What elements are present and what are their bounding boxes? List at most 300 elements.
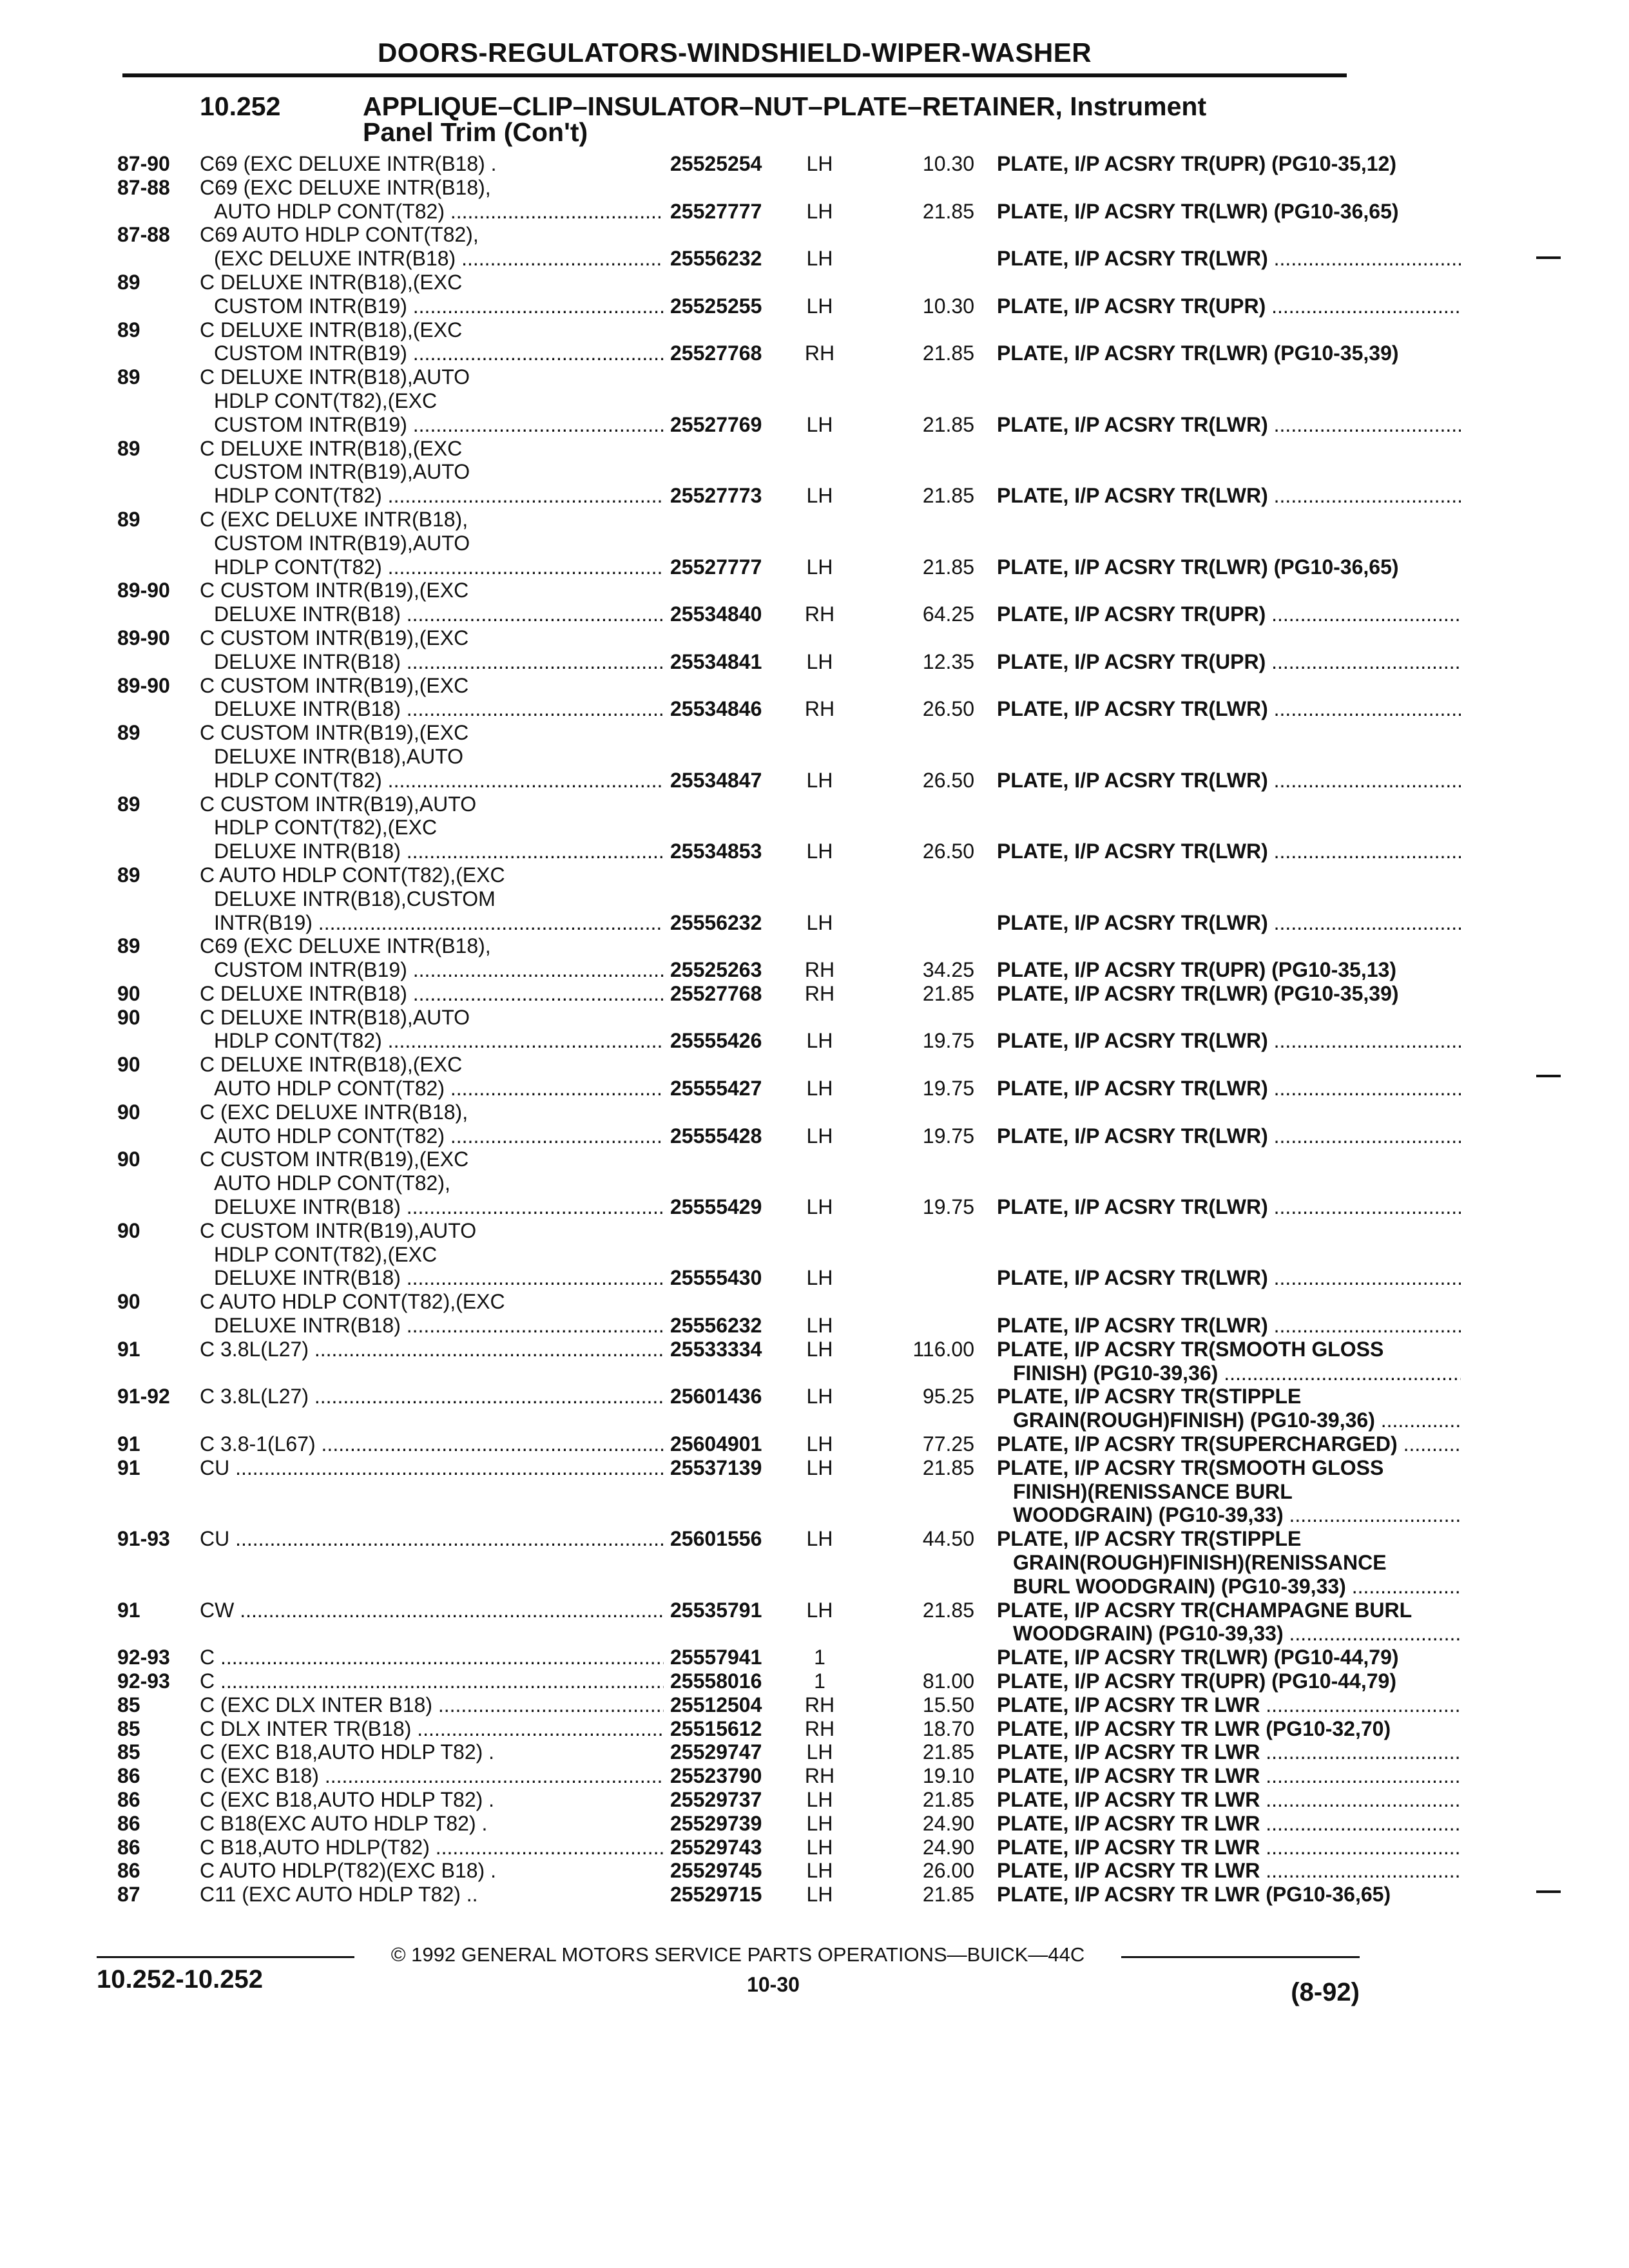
model-year: 89-90 <box>117 626 170 649</box>
entry-line <box>117 650 1367 674</box>
list-item <box>117 175 1399 224</box>
description: CW ..... <box>200 1599 664 1622</box>
description: C ..... <box>200 1669 664 1693</box>
part-number: 25529745 <box>670 1859 762 1883</box>
side: LH <box>806 768 833 792</box>
part-number: 25556232 <box>670 247 762 271</box>
description: HDLP CONT(T82),(EXC <box>214 1242 438 1266</box>
price: 26.50 <box>922 840 974 863</box>
side: LH <box>806 294 833 318</box>
description: C 3.8L(L27) ..... <box>200 1338 664 1361</box>
entry-line <box>117 460 1367 484</box>
entry-line <box>117 271 1367 294</box>
side: LH <box>806 649 833 673</box>
part-number: 25556232 <box>670 910 762 934</box>
part-number: 25523790 <box>670 1764 762 1788</box>
entry-line <box>117 1053 1367 1077</box>
price: 19.75 <box>922 1029 974 1053</box>
entry-line <box>117 1859 1367 1883</box>
entry-line <box>117 1337 1384 1361</box>
entry-line <box>117 911 1367 935</box>
side: LH <box>806 152 833 175</box>
part-number: 25527777 <box>670 199 762 223</box>
description: DELUXE INTR(B18) ..... <box>214 697 664 721</box>
price: 19.10 <box>922 1764 974 1788</box>
list-item <box>117 507 1399 579</box>
list-item <box>117 1836 1367 1860</box>
entry-line <box>117 1883 1391 1907</box>
part-name: PLATE, I/P ACSRY TR LWR ..... <box>997 1859 1461 1883</box>
description: C CUSTOM INTR(B19),(EXC <box>200 626 469 649</box>
part-number: 25534840 <box>670 602 762 626</box>
model-year: 91-93 <box>117 1527 170 1551</box>
entry-line <box>117 365 1367 389</box>
price: 21.85 <box>922 199 974 223</box>
revision-date: (8-92) <box>1291 1978 1360 2006</box>
model-year: 91 <box>117 1598 140 1622</box>
part-name: WOODGRAIN) (PG10-39,33) ..... <box>1013 1622 1461 1646</box>
description: DELUXE INTR(B18),AUTO <box>214 744 464 768</box>
description: DELUXE INTR(B18) ..... <box>214 1266 664 1290</box>
entry-line <box>117 1836 1367 1860</box>
description: C (EXC DELUXE INTR(B18), <box>200 1100 468 1124</box>
entry-line <box>117 1266 1367 1290</box>
list-item <box>117 1646 1399 1669</box>
part-name: PLATE, I/P ACSRY TR(LWR) (PG10-44,79) <box>997 1646 1399 1669</box>
part-number: 25529747 <box>670 1740 762 1764</box>
entry-line <box>117 508 1367 532</box>
description: CUSTOM INTR(B19) ..... <box>214 341 664 365</box>
entry-line <box>117 1314 1367 1338</box>
list-item <box>117 271 1367 318</box>
price: 21.85 <box>922 1456 974 1479</box>
part-name: PLATE, I/P ACSRY TR(CHAMPAGNE BURL <box>997 1598 1412 1622</box>
description: C AUTO HDLP CONT(T82),(EXC <box>200 863 505 887</box>
part-name: PLATE, I/P ACSRY TR(SMOOTH GLOSS <box>997 1337 1384 1361</box>
description: C DELUXE INTR(B18),(EXC <box>200 270 463 294</box>
part-name: GRAIN(ROUGH)FINISH)(RENISSANCE <box>1013 1551 1387 1575</box>
price: 44.50 <box>922 1527 974 1551</box>
part-number: 25527768 <box>670 981 762 1005</box>
list-item <box>117 223 1367 271</box>
description: C DLX INTER TR(B18) ..... <box>200 1717 664 1741</box>
list-item <box>117 1716 1391 1741</box>
description: DELUXE INTR(B18) ..... <box>214 650 664 674</box>
model-year: 89 <box>117 792 140 816</box>
price: 19.75 <box>922 1195 974 1219</box>
entry-line <box>117 1669 1396 1693</box>
price: 26.50 <box>922 768 974 792</box>
part-number: 25534841 <box>670 649 762 673</box>
price: 34.25 <box>922 958 974 982</box>
part-name: PLATE, I/P ACSRY TR LWR ..... <box>997 1764 1461 1788</box>
entry-line <box>117 981 1399 1006</box>
model-year: 86 <box>117 1811 140 1835</box>
side: LH <box>806 1029 833 1053</box>
description: DELUXE INTR(B18),CUSTOM <box>214 887 496 910</box>
entry-line <box>117 484 1367 508</box>
price: 21.85 <box>922 1883 974 1907</box>
list-item <box>117 1764 1367 1788</box>
description: HDLP CONT(T82) ..... <box>214 769 664 793</box>
price: 21.85 <box>922 1740 974 1764</box>
part-number: 25529715 <box>670 1883 762 1907</box>
description: C B18(EXC AUTO HDLP T82) . <box>200 1811 488 1835</box>
side: RH <box>804 958 835 982</box>
price: 24.90 <box>922 1811 974 1835</box>
footer-rule <box>97 1956 354 1958</box>
part-name: PLATE, I/P ACSRY TR(LWR) ..... <box>997 769 1461 793</box>
side: RH <box>804 981 835 1005</box>
part-name: PLATE, I/P ACSRY TR(LWR) ..... <box>997 1266 1461 1290</box>
description: CUSTOM INTR(B19),AUTO <box>214 460 470 484</box>
model-year: 91 <box>117 1432 140 1456</box>
entry-line <box>117 1006 1367 1030</box>
model-year: 90 <box>117 1053 140 1077</box>
part-name: PLATE, I/P ACSRY TR(UPR) (PG10-35,12) <box>997 152 1396 175</box>
description: C69 (EXC DELUXE INTR(B18), <box>200 175 491 199</box>
description: C AUTO HDLP CONT(T82),(EXC <box>200 1290 505 1314</box>
part-name: PLATE, I/P ACSRY TR(LWR) (PG10-36,65) <box>997 199 1399 223</box>
entry-line <box>117 934 1367 958</box>
entry-line <box>117 721 1367 745</box>
entry-line <box>117 1195 1367 1219</box>
side: 1 <box>814 1669 825 1693</box>
part-number: 25525263 <box>670 958 762 982</box>
side: RH <box>804 1764 835 1788</box>
description: C CUSTOM INTR(B19),AUTO <box>200 1218 477 1242</box>
part-name: PLATE, I/P ACSRY TR LWR ..... <box>997 1693 1461 1717</box>
description: C69 AUTO HDLP CONT(T82), <box>200 223 479 247</box>
section-number: 10.252 <box>200 91 281 121</box>
side: LH <box>806 1124 833 1148</box>
side: LH <box>806 1195 833 1219</box>
list-item <box>117 721 1367 792</box>
description: C DELUXE INTR(B18),AUTO <box>200 365 470 389</box>
entry-line <box>117 1693 1367 1717</box>
description: CUSTOM INTR(B19) ..... <box>214 413 664 437</box>
part-name: PLATE, I/P ACSRY TR(SMOOTH GLOSS <box>997 1456 1384 1479</box>
part-name: PLATE, I/P ACSRY TR(LWR) ..... <box>997 840 1461 863</box>
part-name: PLATE, I/P ACSRY TR(SUPERCHARGED) ..... <box>997 1432 1461 1456</box>
part-name: PLATE, I/P ACSRY TR(LWR) ..... <box>997 1029 1461 1053</box>
side: LH <box>806 1598 833 1622</box>
entry-line <box>117 1100 1367 1124</box>
description: C (EXC B18,AUTO HDLP T82) . <box>200 1740 495 1764</box>
description: C 3.8L(L27) ..... <box>200 1385 664 1408</box>
list-item <box>117 1456 1384 1527</box>
side: LH <box>806 1787 833 1811</box>
entry-line <box>117 1432 1398 1456</box>
section-subtitle: Panel Trim (Con't) <box>363 117 588 147</box>
price: 64.25 <box>922 602 974 626</box>
page-footer <box>97 1939 1360 2010</box>
model-year: 87-90 <box>117 152 170 175</box>
price: 77.25 <box>922 1432 974 1456</box>
list-item <box>117 1290 1367 1338</box>
part-name: PLATE, I/P ACSRY TR(LWR) ..... <box>997 1077 1461 1100</box>
model-year: 85 <box>117 1740 140 1764</box>
entry-line <box>117 199 1399 224</box>
price: 10.30 <box>922 294 974 318</box>
part-name: PLATE, I/P ACSRY TR(UPR) (PG10-44,79) <box>997 1669 1396 1693</box>
entry-line <box>117 1764 1367 1788</box>
part-number: 25556232 <box>670 1314 762 1338</box>
description: CUSTOM INTR(B19) ..... <box>214 294 664 318</box>
model-year: 91-92 <box>117 1385 170 1408</box>
section-range: 10.252-10.252 <box>97 1965 264 1994</box>
part-number: 25527777 <box>670 555 762 579</box>
model-year: 89-90 <box>117 579 170 602</box>
list-item <box>117 793 1367 863</box>
entry-line <box>117 1361 1367 1385</box>
part-name: PLATE, I/P ACSRY TR(UPR) ..... <box>997 602 1461 626</box>
price: 21.85 <box>922 412 974 436</box>
entry-line <box>117 1480 1367 1504</box>
part-number: 25601556 <box>670 1527 762 1551</box>
list-item <box>117 1693 1367 1717</box>
description: CU ..... <box>200 1527 664 1551</box>
description: DELUXE INTR(B18) ..... <box>214 1314 664 1338</box>
entry-line <box>117 555 1399 579</box>
model-year: 90 <box>117 1148 140 1171</box>
part-name: PLATE, I/P ACSRY TR(LWR) ..... <box>997 1314 1461 1338</box>
price: 21.85 <box>922 484 974 508</box>
side: LH <box>806 1859 833 1883</box>
part-number: 25512504 <box>670 1693 762 1716</box>
price: 21.85 <box>922 341 974 365</box>
entry-line <box>117 1551 1387 1575</box>
list-item <box>117 579 1367 626</box>
side: LH <box>806 484 833 508</box>
model-year: 89 <box>117 436 140 460</box>
part-name: PLATE, I/P ACSRY TR(LWR) (PG10-36,65) <box>997 555 1399 579</box>
part-number: 25533334 <box>670 1337 762 1361</box>
entry-line <box>117 1148 1367 1171</box>
model-year: 89 <box>117 507 140 531</box>
description: C B18,AUTO HDLP(T82) ..... <box>200 1836 664 1860</box>
part-name: PLATE, I/P ACSRY TR(UPR) ..... <box>997 294 1461 318</box>
part-name: FINISH) (PG10-39,36) ..... <box>1013 1361 1461 1385</box>
description: C CUSTOM INTR(B19),(EXC <box>200 1148 469 1171</box>
list-item <box>117 626 1367 674</box>
part-number: 25558016 <box>670 1669 762 1693</box>
list-item <box>117 1148 1367 1218</box>
entry-line <box>117 1622 1367 1646</box>
model-year: 86 <box>117 1859 140 1883</box>
part-name: PLATE, I/P ACSRY TR(LWR) ..... <box>997 697 1461 721</box>
entry-line <box>117 532 1367 555</box>
price: 81.00 <box>922 1669 974 1693</box>
part-name: PLATE, I/P ACSRY TR(LWR) ..... <box>997 247 1461 271</box>
entry-line <box>117 1219 1367 1243</box>
header-rule <box>122 73 1347 77</box>
list-item <box>117 674 1367 722</box>
entry-line <box>117 1575 1367 1599</box>
description: C (EXC B18,AUTO HDLP T82) . <box>200 1787 495 1811</box>
entry-line <box>117 1290 1367 1314</box>
model-year: 89 <box>117 270 140 294</box>
part-name: PLATE, I/P ACSRY TR LWR ..... <box>997 1788 1461 1812</box>
entry-line <box>117 697 1367 721</box>
side: LH <box>806 1385 833 1408</box>
model-year: 89 <box>117 365 140 389</box>
entry-line <box>117 1385 1367 1408</box>
description: AUTO HDLP CONT(T82), <box>214 1171 450 1195</box>
part-name: PLATE, I/P ACSRY TR(LWR) (PG10-35,39) <box>997 341 1399 365</box>
entry-line <box>117 1812 1367 1836</box>
part-name: PLATE, I/P ACSRY TR(LWR) ..... <box>997 1195 1461 1219</box>
description: C69 (EXC DELUXE INTR(B18), <box>200 934 491 958</box>
description: C DELUXE INTR(B18),(EXC <box>200 318 463 341</box>
part-number: 25529743 <box>670 1835 762 1859</box>
model-year: 87 <box>117 1883 140 1907</box>
description: C (EXC B18) ..... <box>200 1764 664 1788</box>
part-number: 25534853 <box>670 840 762 863</box>
side: 1 <box>814 1646 825 1669</box>
entry-line <box>117 389 1367 413</box>
margin-mark <box>1536 256 1561 259</box>
description: AUTO HDLP CONT(T82) ..... <box>214 1077 664 1100</box>
parts-list <box>117 152 1412 1907</box>
model-year: 90 <box>117 1290 140 1314</box>
side: LH <box>806 1314 833 1338</box>
price: 24.90 <box>922 1835 974 1859</box>
model-year: 87-88 <box>117 175 170 199</box>
list-item <box>117 152 1396 176</box>
entry-line <box>117 887 1367 911</box>
entry-line <box>117 1788 1367 1812</box>
side: LH <box>806 1432 833 1456</box>
part-number: 25557941 <box>670 1646 762 1669</box>
model-year: 92-93 <box>117 1669 170 1693</box>
entry-line <box>117 1527 1367 1551</box>
description: HDLP CONT(T82),(EXC <box>214 389 438 412</box>
entry-line <box>117 1456 1384 1480</box>
description: AUTO HDLP CONT(T82) ..... <box>214 200 664 224</box>
model-year: 89 <box>117 934 140 958</box>
price: 19.75 <box>922 1077 974 1100</box>
side: LH <box>806 555 833 579</box>
model-year: 86 <box>117 1764 140 1788</box>
description: HDLP CONT(T82),(EXC <box>214 816 438 840</box>
description: C DELUXE INTR(B18) ..... <box>200 982 664 1006</box>
model-year: 89 <box>117 721 140 745</box>
model-year: 86 <box>117 1787 140 1811</box>
price: 21.85 <box>922 1598 974 1622</box>
side: LH <box>806 1883 833 1907</box>
description: C DELUXE INTR(B18),(EXC <box>200 1053 463 1077</box>
side: LH <box>806 199 833 223</box>
entry-line <box>117 863 1367 887</box>
part-name: PLATE, I/P ACSRY TR(STIPPLE <box>997 1385 1302 1408</box>
part-number: 25555428 <box>670 1124 762 1148</box>
part-name: PLATE, I/P ACSRY TR LWR ..... <box>997 1740 1461 1764</box>
part-name: PLATE, I/P ACSRY TR(LWR) ..... <box>997 413 1461 437</box>
description: C CUSTOM INTR(B19),(EXC <box>200 721 469 745</box>
description: HDLP CONT(T82) ..... <box>214 484 664 508</box>
description: C DELUXE INTR(B18),(EXC <box>200 436 463 460</box>
list-item <box>117 1812 1367 1836</box>
list-item <box>117 1432 1398 1456</box>
side: RH <box>804 697 835 721</box>
description: CUSTOM INTR(B19),AUTO <box>214 531 470 555</box>
part-name: GRAIN(ROUGH)FINISH) (PG10-39,36) ..... <box>1013 1408 1461 1432</box>
entry-line <box>117 1408 1375 1432</box>
part-name: PLATE, I/P ACSRY TR LWR (PG10-36,65) <box>997 1883 1391 1907</box>
entry-line <box>117 1124 1367 1148</box>
list-item <box>117 1053 1367 1100</box>
price: 21.85 <box>922 555 974 579</box>
entry-line <box>117 793 1367 816</box>
list-item <box>117 318 1399 366</box>
description: DELUXE INTR(B18) ..... <box>214 840 664 863</box>
part-name: PLATE, I/P ACSRY TR(LWR) ..... <box>997 484 1461 508</box>
price: 95.25 <box>922 1385 974 1408</box>
part-name: PLATE, I/P ACSRY TR LWR ..... <box>997 1812 1461 1836</box>
part-number: 25534847 <box>670 768 762 792</box>
part-number: 25515612 <box>670 1716 762 1740</box>
part-number: 25527769 <box>670 412 762 436</box>
part-number: 25555426 <box>670 1029 762 1053</box>
description: C69 (EXC DELUXE INTR(B18) . <box>200 152 497 175</box>
price: 19.75 <box>922 1124 974 1148</box>
part-name: FINISH)(RENISSANCE BURL <box>1013 1479 1293 1503</box>
entry-line <box>117 958 1396 982</box>
description: C 3.8-1(L67) ..... <box>200 1432 664 1456</box>
description: C AUTO HDLP(T82)(EXC B18) . <box>200 1859 496 1883</box>
part-name: PLATE, I/P ACSRY TR(LWR) ..... <box>997 911 1461 935</box>
description: C CUSTOM INTR(B19),(EXC <box>200 673 469 697</box>
entry-line <box>117 341 1399 365</box>
side: RH <box>804 1716 835 1740</box>
part-number: 25529739 <box>670 1811 762 1835</box>
side: RH <box>804 602 835 626</box>
list-item <box>117 934 1396 982</box>
description: DELUXE INTR(B18) ..... <box>214 1195 664 1219</box>
part-number: 25534846 <box>670 697 762 721</box>
price: 15.50 <box>922 1693 974 1716</box>
part-name: PLATE, I/P ACSRY TR(LWR) ..... <box>997 1124 1461 1148</box>
price: 21.85 <box>922 1787 974 1811</box>
description: C11 (EXC AUTO HDLP T82) .. <box>200 1883 478 1907</box>
entry-line <box>117 176 1367 200</box>
part-number: 25555430 <box>670 1266 762 1290</box>
description: HDLP CONT(T82) ..... <box>214 555 664 579</box>
side: LH <box>806 840 833 863</box>
copyright-notice: © 1992 GENERAL MOTORS SERVICE PARTS OPERATIONS—BUICK—44C <box>390 1943 1085 1966</box>
side: LH <box>806 1077 833 1100</box>
footer-rule <box>1121 1956 1360 1958</box>
list-item <box>117 1598 1412 1646</box>
model-year: 90 <box>117 1005 140 1029</box>
model-year: 90 <box>117 1218 140 1242</box>
part-name: PLATE, I/P ACSRY TR(LWR) (PG10-35,39) <box>997 981 1399 1005</box>
side: LH <box>806 1811 833 1835</box>
model-year: 92-93 <box>117 1646 170 1669</box>
list-item <box>117 365 1367 436</box>
entry-line <box>117 1646 1399 1669</box>
page-number: 10-30 <box>747 1973 800 1996</box>
price: 18.70 <box>922 1716 974 1740</box>
part-name: PLATE, I/P ACSRY TR LWR ..... <box>997 1836 1461 1860</box>
part-number: 25555427 <box>670 1077 762 1100</box>
entry-line <box>117 816 1367 840</box>
side: RH <box>804 341 835 365</box>
entry-line <box>117 1503 1367 1527</box>
list-item <box>117 1385 1375 1432</box>
side: LH <box>806 412 833 436</box>
